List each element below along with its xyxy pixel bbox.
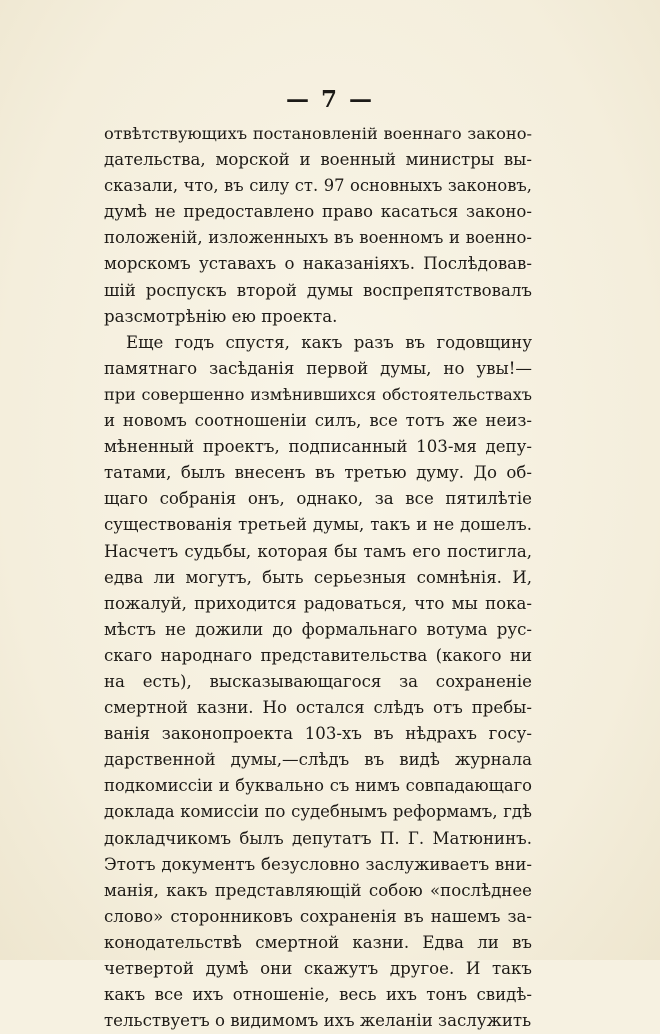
text-line: сказали, что, въ силу ст. 97 основныхъ законовъ, bbox=[104, 176, 532, 196]
text-line: морскомъ уставахъ о наказаніяхъ. Послѣдовав- bbox=[104, 254, 532, 274]
text-line: смертной казни. Но остался слѣдъ отъ пребы- bbox=[104, 698, 532, 718]
text-line: при совершенно измѣнившихся обстоятельствахъ bbox=[104, 384, 532, 404]
text-line: шій роспускъ второй думы воспрепятствовалъ bbox=[104, 280, 532, 300]
text-line: и новомъ соотношеніи силъ, все тотъ же неиз- bbox=[104, 411, 532, 431]
text-line: докладчикомъ былъ депутатъ П. Г. Матюнинъ. bbox=[104, 828, 532, 848]
text-line: Этотъ документъ безусловно заслуживаетъ вни- bbox=[104, 854, 532, 874]
text-line: на есть), высказывающагося за сохраненіе bbox=[104, 671, 532, 691]
body-text bbox=[104, 121, 532, 1034]
text-line: Еще годъ спустя, какъ разъ въ годовщину bbox=[126, 332, 532, 352]
text-line: подкомиссіи и буквально съ нимъ совпадающаго bbox=[104, 776, 532, 796]
text-line: разсмотрѣнію ею проекта. bbox=[104, 306, 338, 326]
text-line: какъ все ихъ отношеніе, весь ихъ тонъ свидѣ- bbox=[104, 985, 532, 1005]
text-line: дарственной думы,—слѣдъ въ видѣ журнала bbox=[104, 750, 532, 770]
text-line: Насчетъ судьбы, которая бы тамъ его постигла, bbox=[104, 541, 532, 561]
text-line: мѣстъ не дожили до формальнаго вотума рус- bbox=[104, 619, 532, 639]
text-line: положеній, изложенныхъ въ военномъ и военно- bbox=[104, 228, 532, 248]
text-line: отвѣтствующихъ постановленій военнаго законо- bbox=[104, 124, 532, 143]
text-line: щаго собранія онъ, однако, за все пятилѣтіе bbox=[104, 489, 532, 509]
text-line: доклада комиссіи по судебнымъ реформамъ, гдѣ bbox=[104, 802, 532, 822]
text-line: манія, какъ представляющій собою «послѣднее bbox=[104, 880, 532, 900]
text-line: слово» сторонниковъ сохраненія въ нашемъ за- bbox=[104, 906, 532, 926]
text-line: думѣ не предоставлено право касаться законо- bbox=[104, 202, 532, 222]
text-line: памятнаго засѣданія первой думы, но увы!— bbox=[104, 358, 532, 378]
text-line: едва ли могутъ, быть серьезныя сомнѣнія. И, bbox=[104, 567, 532, 587]
text-line: скаго народнаго представительства (какого ни bbox=[104, 645, 532, 665]
text-line: тельствуетъ о видимомъ ихъ желаніи заслужить bbox=[104, 1011, 532, 1031]
text-line: пожалуй, приходится радоваться, что мы пока- bbox=[104, 593, 532, 613]
text-line: конодательствѣ смертной казни. Едва ли въ bbox=[104, 932, 532, 952]
text-line: существованія третьей думы, такъ и не дошелъ. bbox=[104, 515, 532, 535]
text-line: татами, былъ внесенъ въ третью думу. До об- bbox=[104, 463, 532, 483]
text-line: четвертой думѣ они скажутъ другое. И такъ bbox=[104, 959, 532, 978]
text-line: дательства, морской и военный министры вы- bbox=[104, 150, 532, 170]
text-line: мѣненный проектъ, подписанный 103-мя депу- bbox=[104, 437, 532, 457]
page-number: — 7 — bbox=[285, 86, 375, 113]
text-line: ванія законопроекта 103-хъ въ нѣдрахъ госу- bbox=[104, 724, 532, 744]
